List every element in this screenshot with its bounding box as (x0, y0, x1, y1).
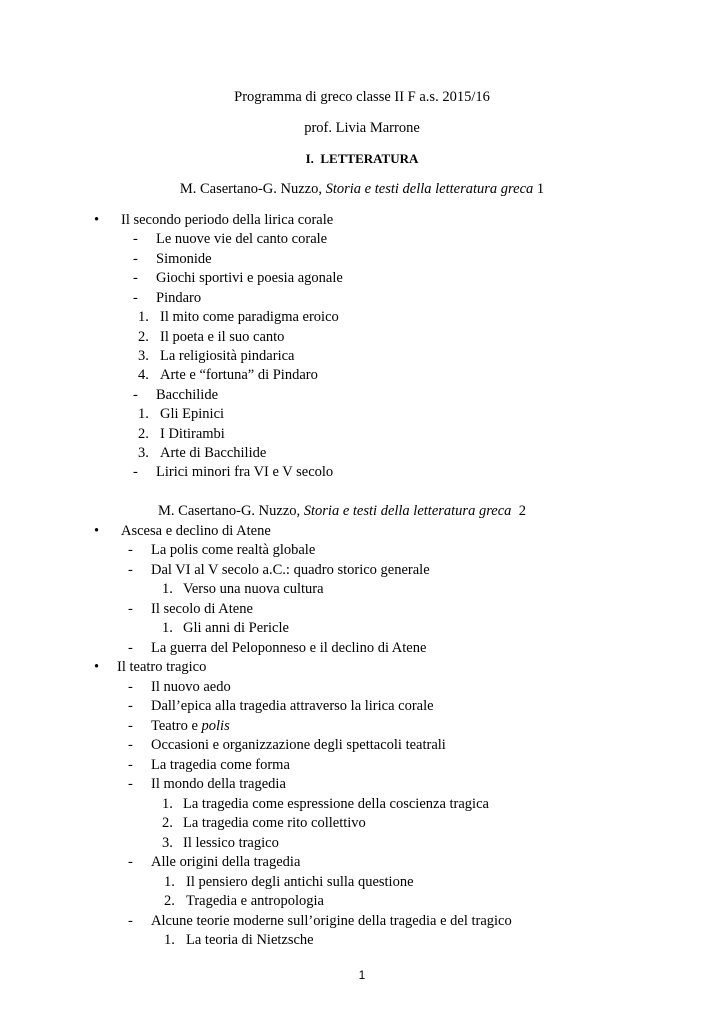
list-item: Dal VI al V secolo a.C.: quadro storico generale (151, 562, 430, 578)
list-item: Bacchilide (156, 387, 219, 403)
list-item: Pindaro (156, 290, 202, 306)
list-item: Giochi sportivi e poesia agonale (156, 270, 343, 286)
dash-marker: - (133, 231, 138, 247)
number-marker: 2. (164, 893, 175, 909)
list-item: Arte di Bacchilide (160, 445, 267, 461)
dash-marker: - (128, 776, 133, 792)
book1-title: Storia e testi della letteratura greca (325, 181, 534, 197)
list-item: Simonide (156, 251, 212, 267)
dash-marker: - (133, 464, 138, 480)
book1-authors: M. Casertano-G. Nuzzo, (179, 181, 322, 197)
dash-marker: - (128, 757, 133, 773)
list-item: La tragedia come forma (151, 757, 290, 773)
list-item: Il pensiero degli antichi sulla questione (186, 874, 414, 890)
list-item: Lirici minori fra VI e V secolo (156, 464, 334, 480)
number-marker: 1. (162, 796, 173, 812)
list-item: La religiosità pindarica (160, 348, 295, 364)
book-reference-1 (0, 180, 724, 198)
number-marker: 4. (138, 367, 149, 383)
dash-marker: - (128, 542, 133, 558)
number-marker: 1. (164, 932, 175, 948)
dash-marker: - (128, 562, 133, 578)
list-item-text: Teatro e (151, 718, 198, 734)
list-item: Il lessico tragico (183, 835, 279, 851)
number-marker: 1. (138, 406, 149, 422)
list-item: Gli anni di Pericle (183, 620, 289, 636)
number-marker: 2. (138, 426, 149, 442)
number-marker: 1. (162, 581, 173, 597)
list-item: Il poeta e il suo canto (160, 329, 285, 345)
section-number: I. (305, 151, 314, 166)
list-item: Alcune teorie moderne sull’origine della tragedia e del tragico (151, 913, 512, 929)
dash-marker: - (133, 387, 138, 403)
dash-marker: - (133, 270, 138, 286)
dash-marker: - (128, 718, 133, 734)
list-item: La teoria di Nietzsche (186, 932, 314, 948)
bullet-marker: • (94, 212, 100, 228)
list-item: La tragedia come rito collettivo (183, 815, 366, 831)
bullet-marker: • (94, 659, 100, 675)
topic-title: Il teatro tragico (117, 659, 207, 675)
dash-marker: - (133, 251, 138, 267)
list-item: La polis come realtà globale (151, 542, 316, 558)
dash-marker: - (128, 601, 133, 617)
page-number: 1 (358, 968, 366, 982)
list-item: Occasioni e organizzazione degli spettacoli teatrali (151, 737, 446, 753)
list-item: Il secolo di Atene (151, 601, 253, 617)
book2-authors: M. Casertano-G. Nuzzo, (158, 503, 301, 519)
dash-marker: - (128, 913, 133, 929)
number-marker: 3. (162, 835, 173, 851)
dash-marker: - (133, 290, 138, 306)
book1-volume: 1 (536, 181, 545, 197)
list-item: Alle origini della tragedia (151, 854, 301, 870)
list-item: Dall’epica alla tragedia attraverso la lirica corale (151, 698, 434, 714)
list-item: Arte e “fortuna” di Pindaro (160, 367, 318, 383)
book-reference-2 (158, 502, 526, 520)
document-title: Programma di greco classe II F a.s. 2015/16 (234, 89, 490, 105)
number-marker: 3. (138, 445, 149, 461)
dash-marker: - (128, 698, 133, 714)
book2-title: Storia e testi della letteratura greca (303, 503, 512, 519)
section-title: LETTERATURA (320, 151, 419, 166)
dash-marker: - (128, 679, 133, 695)
list-item: Tragedia e antropologia (186, 893, 324, 909)
number-marker: 2. (138, 329, 149, 345)
dash-marker: - (128, 737, 133, 753)
list-item-italic: polis (201, 718, 230, 734)
topic-title: Ascesa e declino di Atene (121, 523, 271, 539)
list-item: Le nuove vie del canto corale (156, 231, 328, 247)
number-marker: 1. (138, 309, 149, 325)
list-item: Il nuovo aedo (151, 679, 231, 695)
teacher-name: prof. Livia Marrone (304, 120, 420, 136)
dash-marker: - (128, 640, 133, 656)
book2-volume: 2 (518, 503, 526, 519)
list-item: La tragedia come espressione della coscienza tragica (183, 796, 489, 812)
list-item (151, 717, 230, 735)
list-item: I Ditirambi (160, 426, 225, 442)
list-item: Verso una nuova cultura (183, 581, 324, 597)
list-item: Gli Epinici (160, 406, 225, 422)
section-heading (0, 150, 724, 168)
topic-title: Il secondo periodo della lirica corale (121, 212, 334, 228)
number-marker: 3. (138, 348, 149, 364)
number-marker: 2. (162, 815, 173, 831)
list-item: La guerra del Peloponneso e il declino di Atene (151, 640, 427, 656)
list-item: Il mito come paradigma eroico (160, 309, 339, 325)
number-marker: 1. (164, 874, 175, 890)
dash-marker: - (128, 854, 133, 870)
bullet-marker: • (94, 523, 100, 539)
list-item: Il mondo della tragedia (151, 776, 286, 792)
number-marker: 1. (162, 620, 173, 636)
